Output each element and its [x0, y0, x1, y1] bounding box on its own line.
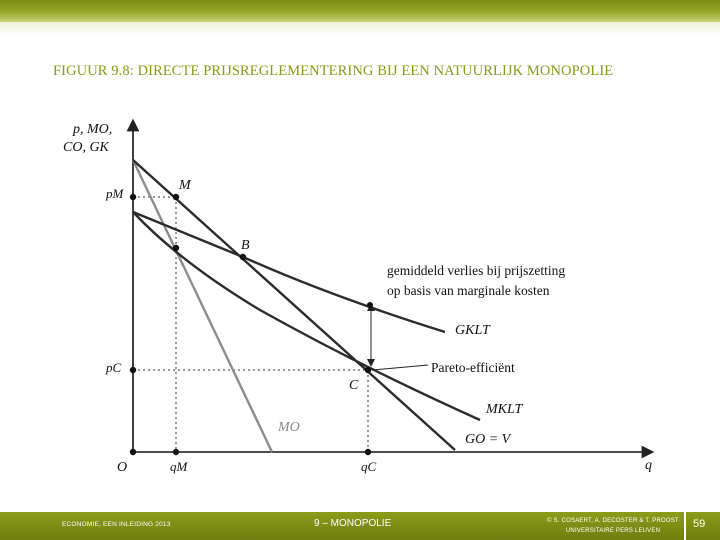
footer-separator: [684, 512, 686, 540]
go-demand-curve: [133, 160, 455, 450]
footer-copyright-authors: © S. COSAERT, A. DECOSTER & T. PROOST: [547, 518, 679, 524]
y-axis-label-2: CO, GK: [63, 140, 109, 155]
tick-label-qC: qC: [361, 459, 377, 474]
dot-origin: [130, 449, 136, 455]
tick-label-qM: qM: [170, 459, 188, 474]
point-label-B: B: [241, 238, 250, 253]
point-label-M: M: [179, 178, 191, 193]
tick-label-pM: pM: [106, 186, 124, 201]
footer-book-title: ECONOMIE, EEN INLEIDING 2013: [62, 521, 171, 528]
dot-M: [173, 194, 179, 200]
annotation-loss-line2: op basis van marginale kosten: [387, 283, 550, 298]
dot-C: [365, 367, 371, 373]
slide-title: FIGUUR 9.8: DIRECTE PRIJSREGLEMENTERING BIJ EEN NATUURLIJK MONOPOLIE: [53, 63, 614, 79]
curve-label-mk: MKLT: [486, 402, 523, 417]
dot-qC: [365, 449, 371, 455]
dot-pC: [130, 367, 136, 373]
x-axis-label: q: [645, 458, 652, 473]
y-axis-label-1: p, MO,: [73, 122, 113, 137]
footer-copyright-publisher: UNIVERSITAIRE PERS LEUVEN: [565, 528, 661, 534]
annotation-pareto: Pareto-efficiënt: [431, 360, 515, 375]
pareto-pointer: [372, 365, 428, 370]
tick-label-pC: pC: [106, 360, 122, 375]
dot-pM: [130, 194, 136, 200]
page-number: 59: [693, 518, 706, 530]
annotation-loss-line1: gemiddeld verlies bij prijszetting: [387, 263, 566, 278]
curve-label-mo: MO: [278, 420, 300, 435]
curve-label-gk: GKLT: [455, 323, 490, 338]
origin-label: O: [117, 460, 128, 475]
dot-B: [240, 254, 246, 260]
footer-copyright: [538, 516, 688, 536]
dot-loss-top: [367, 302, 373, 308]
curve-label-go: GO = V: [465, 432, 511, 447]
dot-intersect: [173, 245, 179, 251]
point-label-C: C: [349, 378, 359, 393]
dot-qM: [173, 449, 179, 455]
footer-chapter: 9 – MONOPOLIE: [314, 518, 392, 529]
